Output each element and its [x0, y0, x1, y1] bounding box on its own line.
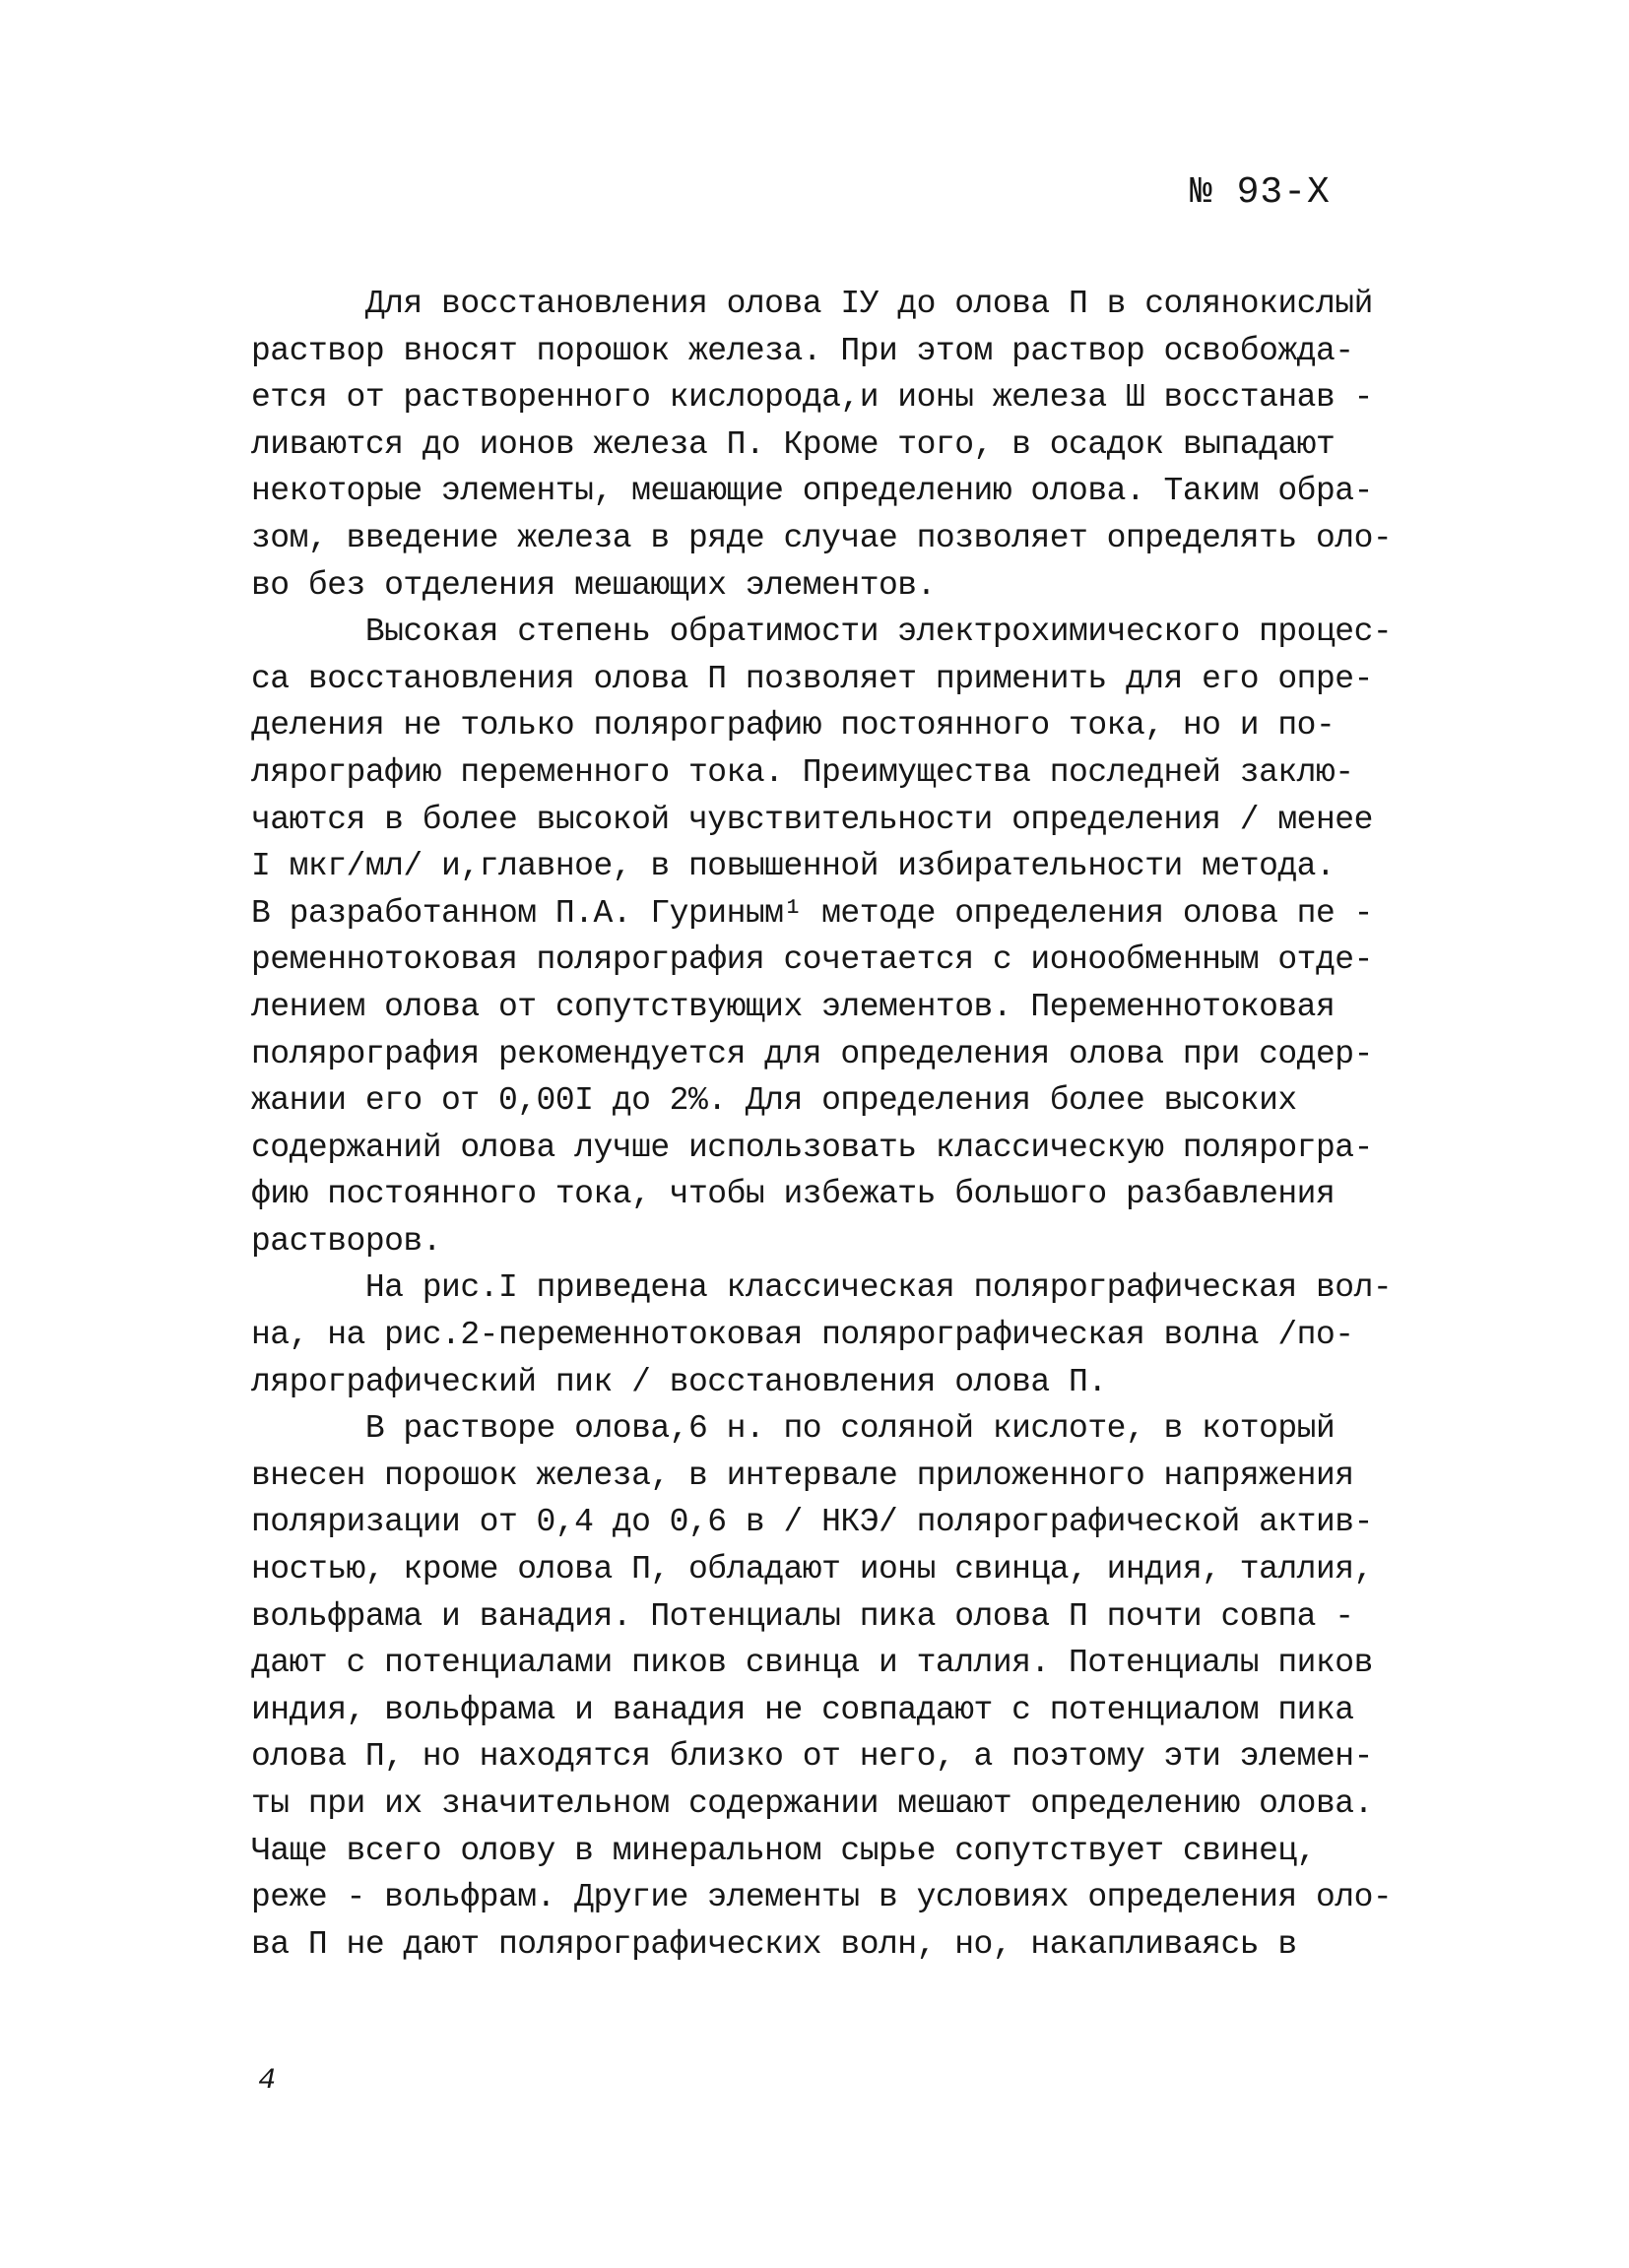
text-line: деления не только полярографию постоянного тока, но и по- [251, 707, 1336, 745]
text-line: ременнотоковая полярография сочетается с ионообменным отде- [251, 941, 1373, 979]
text-line: фию постоянного тока, чтобы избежать большого разбавления [251, 1176, 1336, 1213]
text-line: реже - вольфрам. Другие элементы в условиях определения оло- [251, 1879, 1393, 1916]
text-line: содержаний олова лучше использовать классическую полярогра- [251, 1129, 1373, 1166]
text-line: индия, вольфрама и ванадия не совпадают с потенциалом пика [251, 1691, 1354, 1728]
text-line: са восстановления олова П позволяет применить для его опре- [251, 660, 1373, 697]
text-line: В растворе олова,6 н. по соляной кислоте, в который [251, 1410, 1336, 1448]
text-line: раствор вносят порошок железа. При этом раствор освобожда- [251, 332, 1354, 369]
text-line: жании его от 0,00I до 2%. Для определения более высоких [251, 1082, 1297, 1120]
text-line: вольфрама и ванадия. Потенциалы пика олова П почти совпа - [251, 1597, 1354, 1635]
text-line: На рис.I приведена классическая полярографическая вол- [251, 1269, 1393, 1307]
text-line: ностью, кроме олова П, обладают ионы свинца, индия, таллия, [251, 1551, 1373, 1588]
text-line: ты при их значительном содержании мешают определению олова. [251, 1785, 1373, 1822]
text-line: В разработанном П.А. Гуриным¹ методе определения олова пе - [251, 894, 1373, 932]
text-line: Для восстановления олова IУ до олова П в солянокислый [251, 286, 1373, 322]
text-line: Чаще всего олову в минеральном сырье сопутствует свинец, [251, 1832, 1316, 1869]
text-line: Высокая степень обратимости электрохимического процес- [251, 614, 1393, 651]
text-line: лением олова от сопутствующих элементов. Переменнотоковая [251, 988, 1336, 1025]
text-line: полярография рекомендуется для определения олова при содер- [251, 1035, 1373, 1072]
text-line: лярографический пик / восстановления олова П. [251, 1363, 1107, 1400]
text-line: I мкг/мл/ и,главное, в повышенной избирательности метода. [251, 848, 1336, 885]
text-line: ва П не дают полярографических волн, но, накапливаясь в [251, 1925, 1297, 1963]
document-number: № 93-Х [1190, 171, 1331, 214]
page-number: 4 [258, 2064, 277, 2098]
text-line: некоторые элементы, мешающие определению олова. Таким обра- [251, 473, 1373, 510]
text-line: олова П, но находятся близко от него, а поэтому эти элемен- [251, 1738, 1373, 1776]
text-line: дают с потенциалами пиков свинца и таллия. Потенциалы пиков [251, 1645, 1373, 1682]
text-line: ется от растворенного кислорода,и ионы железа Ш восстанав - [251, 379, 1373, 417]
text-line: поляризации от 0,4 до 0,6 в / НКЭ/ полярографической актив- [251, 1504, 1373, 1541]
text-line: во без отделения мешающих элементов. [251, 566, 936, 604]
text-line: ливаются до ионов железа П. Кроме того, в осадок выпадают [251, 425, 1336, 463]
text-line: внесен порошок железа, в интервале приложенного напряжения [251, 1457, 1354, 1494]
text-line: лярографию переменного тока. Преимущества последней заклю- [251, 753, 1354, 791]
body-text [251, 281, 1433, 1968]
text-line: на, на рис.2-переменнотоковая полярографическая волна /по- [251, 1317, 1354, 1354]
text-line: чаются в более высокой чувствительности определения / менее [251, 801, 1373, 838]
text-line: зом, введение железа в ряде случае позволяет определять оло- [251, 519, 1393, 556]
text-line: растворов. [251, 1222, 442, 1260]
